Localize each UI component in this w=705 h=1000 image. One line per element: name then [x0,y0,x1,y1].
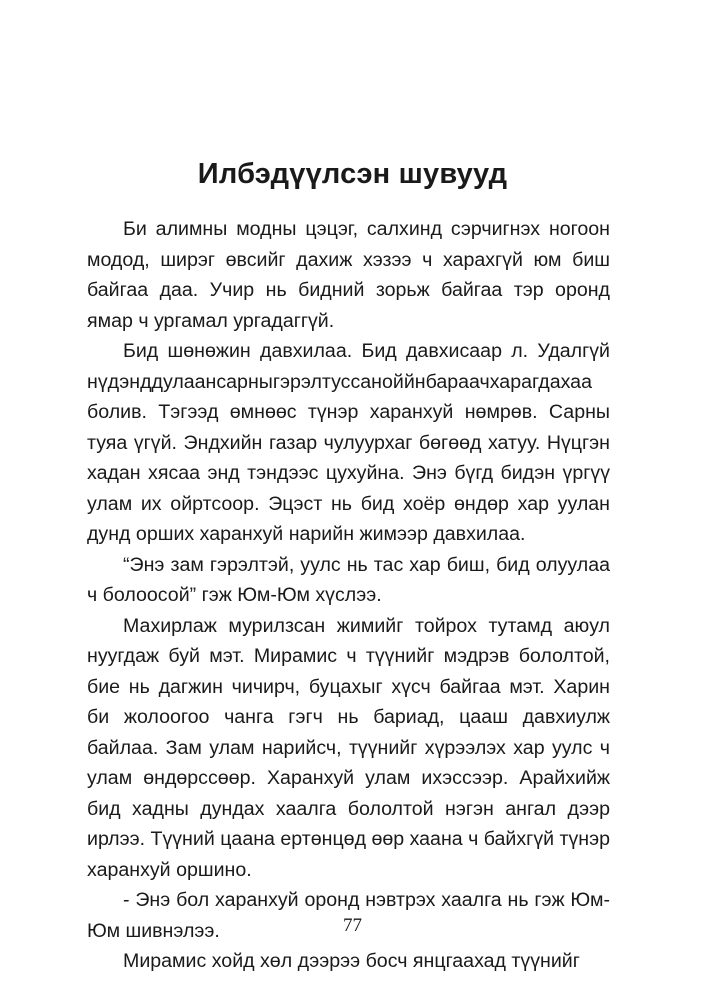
paragraph: Бид шөнөжин давхилаа. Бид давхисаар л. Удалгүй нүдэнддулаансарныгэрэлтуссаноййнбараачхарагдахаа болив. Тэгээд өмнөөс түнэр харанхуй нөмрөв. Сарны туяа үгүй. Эндхийн газар чулуурхаг бөгөөд хатуу. Нүцгэн хадан хясаа энд тэндээс цухуйна. Энэ бүгд бидэн үргүү улам их ойртсоор. Эцэст нь бид хоёр өндөр хар уулан дунд орших харанхуй нарийн жимээр давхилаа. [87,340,610,545]
page-number: 77 [343,915,362,936]
paragraph: “Энэ зам гэрэлтэй, уулс нь тас хар биш, бид олуулаа ч болоосой” гэж Юм-Юм хүслээ. [87,553,610,606]
chapter-body [87,214,610,977]
chapter-title: Илбэдүүлсэн шувууд [197,158,508,190]
paragraph: Махирлаж мурилзсан жимийг тойрох тутамд аюул нуугдаж буй мэт. Мирамис ч түүнийг мэдрэв бололтой, бие нь дагжин чичирч, буцахыг хүсч байгаа мэт. Харин би жолоогоо чанга гэгч нь бариад, цааш давхиулж байлаа. Зам улам нарийсч, түүнийг хүрээлэх хар уулс ч улам өндөрссөөр. Харанхуй улам ихэссээр. Арайхийж бид хадны дундах хаалга бололтой нэгэн ангал дээр ирлээ. Түүний цаана ертөнцөд өөр хаана ч байхгүй түнэр харанхуй оршино. [87,614,610,881]
paragraph: - Энэ бол харанхуй оронд нэвтрэх хаалга нь гэж Юм-Юм шивнэлээ. [87,889,610,942]
paragraph: Мирамис хойд хөл дээрээ босч янцгаахад түүнийг [123,950,580,972]
paragraph: Би алимны модны цэцэг, салхинд сэрчигнэх ногоон модод, ширэг өвсийг дахиж хэзээ ч харахгүй юм биш байгаа даа. Учир нь бидний зорьж байгаа тэр оронд ямар ч ургамал ургадаггүй. [87,218,610,332]
